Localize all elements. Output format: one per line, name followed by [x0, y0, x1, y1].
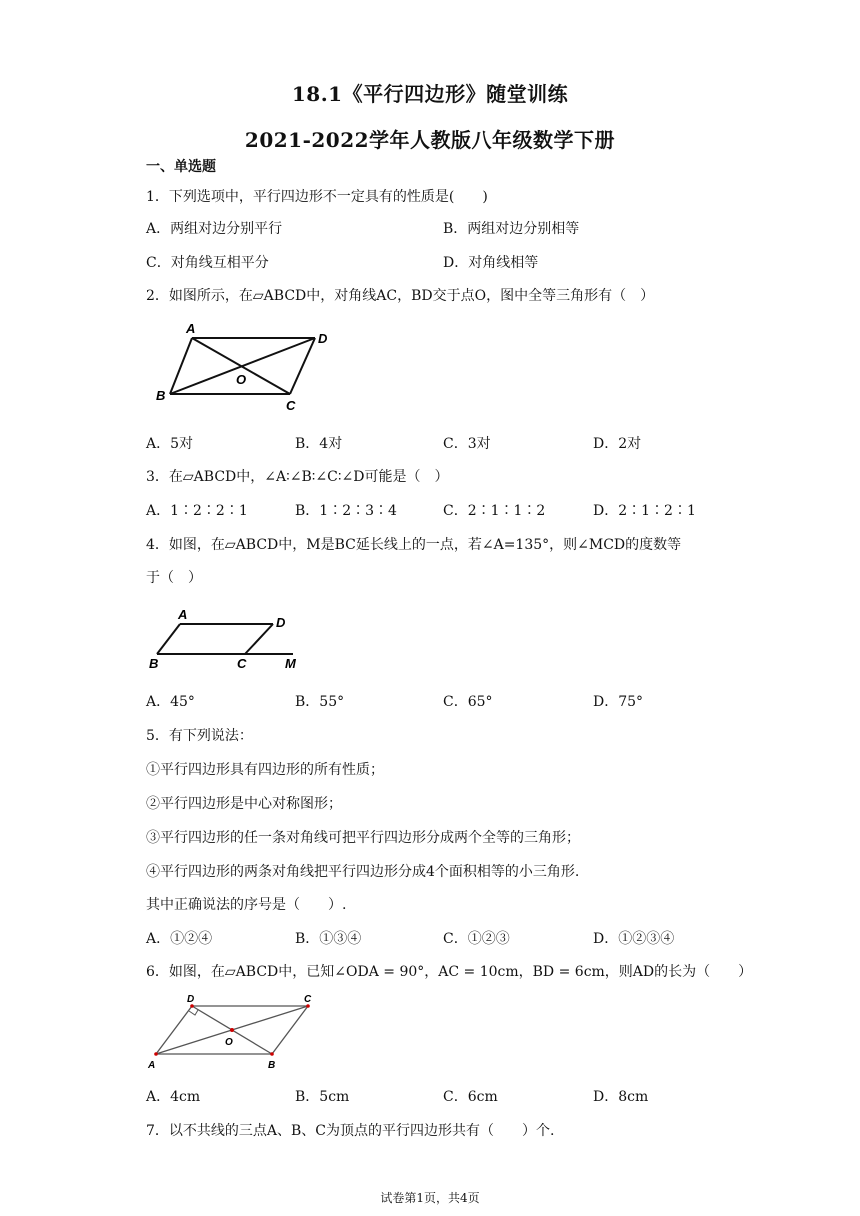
q6-point-b [270, 1052, 274, 1056]
q6-point-o [230, 1028, 234, 1032]
q2-label-b: B [156, 388, 166, 403]
q4-option-a: A．45° [146, 694, 195, 710]
q4-label-a: A [178, 607, 188, 622]
q4-label-b: B [149, 656, 159, 671]
q6-stem: 6．如图，在▱ABCD中，已知∠ODA = 90°，AC = 10cm，BD = 6cm，则AD的长为（ ） [146, 964, 753, 980]
q2-label-a: A [186, 321, 196, 336]
q2-label-d: D [318, 331, 328, 346]
q6-label-o: O [225, 1037, 233, 1048]
q2-option-d: D．2对 [593, 436, 642, 452]
q1-option-a: A．两组对边分别平行 [146, 221, 283, 237]
q2-label-o: O [236, 372, 247, 387]
q1-option-b: B．两组对边分别相等 [443, 221, 580, 237]
q2-edge-ba [170, 338, 192, 394]
q6-edge-ad [156, 1006, 192, 1054]
q4-stem-line-1: 4．如图，在▱ABCD中，M是BC延长线上的一点，若∠A=135°，则∠MCD的度数等 [146, 537, 682, 553]
q4-option-d: D．75° [593, 694, 644, 710]
q5-item-4: ④平行四边形的两条对角线把平行四边形分成4个面积相等的小三角形. [146, 864, 580, 880]
q1-option-d: D．对角线相等 [443, 255, 539, 271]
q4-label-c: C [237, 656, 247, 671]
q2-option-b: B．4对 [295, 436, 343, 452]
q2-parallelogram-figure [150, 318, 340, 418]
q6-option-c: C．6cm [443, 1089, 498, 1105]
q5-item-2: ②平行四边形是中心对称图形； [146, 796, 342, 812]
title-line-2: 2021-2022学年人教版八年级数学下册 [244, 128, 616, 152]
q4-option-c: C．65° [443, 694, 493, 710]
q6-point-a [154, 1052, 158, 1056]
title-line-1: 18.1《平行四边形》随堂训练 [291, 82, 569, 106]
q6-label-b: B [268, 1060, 276, 1071]
q5-item-3: ③平行四边形的任一条对角线可把平行四边形分成两个全等的三角形； [146, 830, 580, 846]
q6-label-d: D [187, 994, 195, 1005]
q6-parallelogram-figure [144, 992, 324, 1076]
q5-option-d: D．①②③④ [593, 931, 675, 947]
q4-edge-dc [245, 624, 273, 654]
q2-option-a: A．5对 [146, 436, 194, 452]
page-footer: 试卷第1页，共4页 [380, 1191, 480, 1205]
q4-stem-line-2: 于（ ） [146, 570, 202, 586]
q4-edge-ba [157, 624, 180, 654]
q6-label-c: C [304, 994, 312, 1005]
q6-option-d: D．8cm [593, 1089, 649, 1105]
q5-stem: 5．有下列说法： [146, 728, 253, 744]
q2-label-c: C [286, 398, 296, 413]
q3-option-b: B．1∶2∶3∶4 [295, 503, 397, 519]
q5-option-b: B．①③④ [295, 931, 362, 947]
q6-right-angle-mark [189, 1010, 198, 1015]
q4-option-b: B．55° [295, 694, 345, 710]
q4-label-d: D [276, 615, 286, 630]
section-heading: 一、单选题 [146, 159, 216, 175]
q6-label-a: A [148, 1060, 156, 1071]
q2-option-c: C．3对 [443, 436, 491, 452]
q2-stem: 2．如图所示，在▱ABCD中，对角线AC，BD交于点O，图中全等三角形有（ ） [146, 288, 655, 304]
q3-option-a: A．1∶2∶2∶1 [146, 503, 248, 519]
q5-option-c: C．①②③ [443, 931, 510, 947]
q7-stem: 7．以不共线的三点A、B、C为顶点的平行四边形共有（ ）个. [146, 1123, 555, 1139]
q1-option-c: C．对角线互相平分 [146, 255, 269, 271]
q6-edge-cb [272, 1006, 308, 1054]
q3-option-c: C．2∶1∶1∶2 [443, 503, 546, 519]
q5-item-1: ①平行四边形具有四边形的所有性质； [146, 762, 384, 778]
q6-option-a: A．4cm [146, 1089, 201, 1105]
q4-parallelogram-figure [145, 602, 315, 674]
q5-question: 其中正确说法的序号是（ ）. [146, 897, 347, 913]
q3-stem: 3．在▱ABCD中，∠A∶∠B∶∠C∶∠D可能是（ ） [146, 469, 449, 485]
q3-option-d: D．2∶1∶2∶1 [593, 503, 696, 519]
q1-stem: 1．下列选项中，平行四边形不一定具有的性质是( ) [146, 189, 488, 205]
q4-label-m: M [285, 656, 296, 671]
q6-option-b: B．5cm [295, 1089, 350, 1105]
q5-option-a: A．①②④ [146, 931, 213, 947]
